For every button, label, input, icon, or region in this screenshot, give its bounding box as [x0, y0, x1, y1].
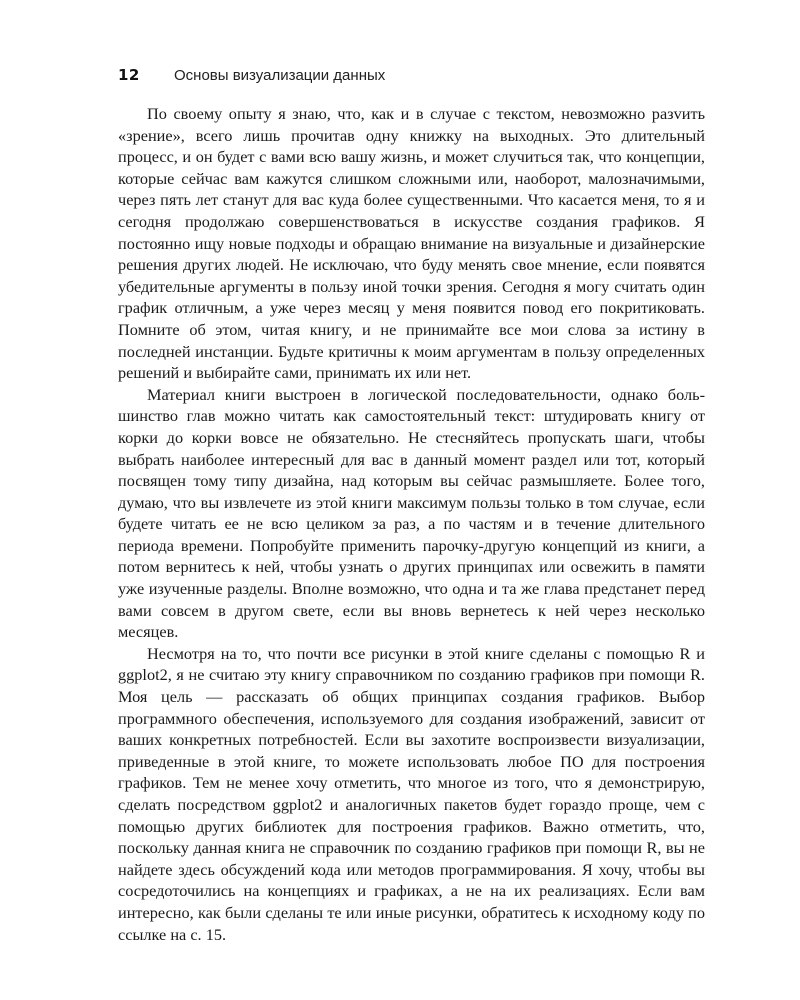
running-header — [118, 66, 718, 86]
paragraph-2: Материал книги выстроен в логической последовательности, однако большинство глав можно читать как самостоятельный текст: штудировать книгу от корки до корки вовсе не обязательно. Не стесняйтесь пропускать шаги, чтобы выбрать наиболее интересный для вас в данный момент раздел или тот, который посвящен тому типу дизайна, над которым вы сейчас размышляете. Более того, думаю, что вы извлечете из этой книги максимум пользы только в том случае, если будете читать ее не всю целиком за раз, а по частям и в течение длительного периода времени. Попробуйте применить парочку-другую концепций из книги, а потом вернитесь к ней, чтобы узнать о других принципах или освежить в памяти уже изученные разделы. Вполне возможно, что одна и та же глава предстанет перед вами совсем в другом свете, если вы вновь вернетесь к ней через несколько месяцев. — [118, 384, 705, 642]
chapter-title: Основы визуализации данных — [174, 67, 386, 84]
paragraph-3: Несмотря на то, что почти все рисунки в этой книге сделаны с помощью R и ggplot2, я не считаю эту книгу справочником по созданию графиков при помощи R. Моя цель — рассказать об общих принципах создания графиков. Выбор программного обеспечения, используемого для создания изображений, зависит от ваших конкретных потребностей. Если вы захотите воспроизвести визуализации, приведенные в этой книге, то можете использовать любое ПО для построения графиков. Тем не менее хочу отметить, что многое из того, что я демонстрирую, сделать посредством ggplot2 и аналогичных пакетов будет гораздо проще, чем с помощью других библиотек для построения графиков. Важно отметить, что, поскольку данная книга не справочник по созданию графиков при помощи R, вы не найдете здесь обсуждений кода или методов программирования. Я хочу, чтобы вы сосредоточились на концепциях и графиках, а не на их реализациях. Если вам интересно, как были сделаны те или иные рисунки, обратитесь к исходному коду по ссылке на с. 15. — [118, 643, 705, 944]
paragraph-1: По своему опыту я знаю, что, как и в случае с текстом, невозможно разvить «зрение», всего лишь прочитав одну книжку на выходных. Это длительный процесс, и он будет с вами всю вашу жизнь, и может случиться так, что концепции, которые сейчас вам кажутся слишком сложными или, наоборот, малозначимыми, через пять лет станут для вас куда более существенными. Что касается меня, то я и сегодня продолжаю совершенствоваться в искусстве создания графиков. Я постоянно ищу новые подходы и обращаю внимание на визуальные и дизайнерские решения других людей. Не исключаю, что буду менять свое мнение, если появятся убедительные аргументы в пользу иной точки зрения. Сегодня я могу считать один график отличным, а уже через месяц у меня появится повод его покритиковать. Помните об этом, читая книгу, и не принимайте все мои слова за истину в последней инстанции. Будьте критичны к моим аргументам в пользу определенных решений и выбирайте сами, принимать их или нет. — [118, 104, 705, 383]
main-text — [118, 103, 705, 945]
page-number: 12 — [118, 66, 140, 84]
